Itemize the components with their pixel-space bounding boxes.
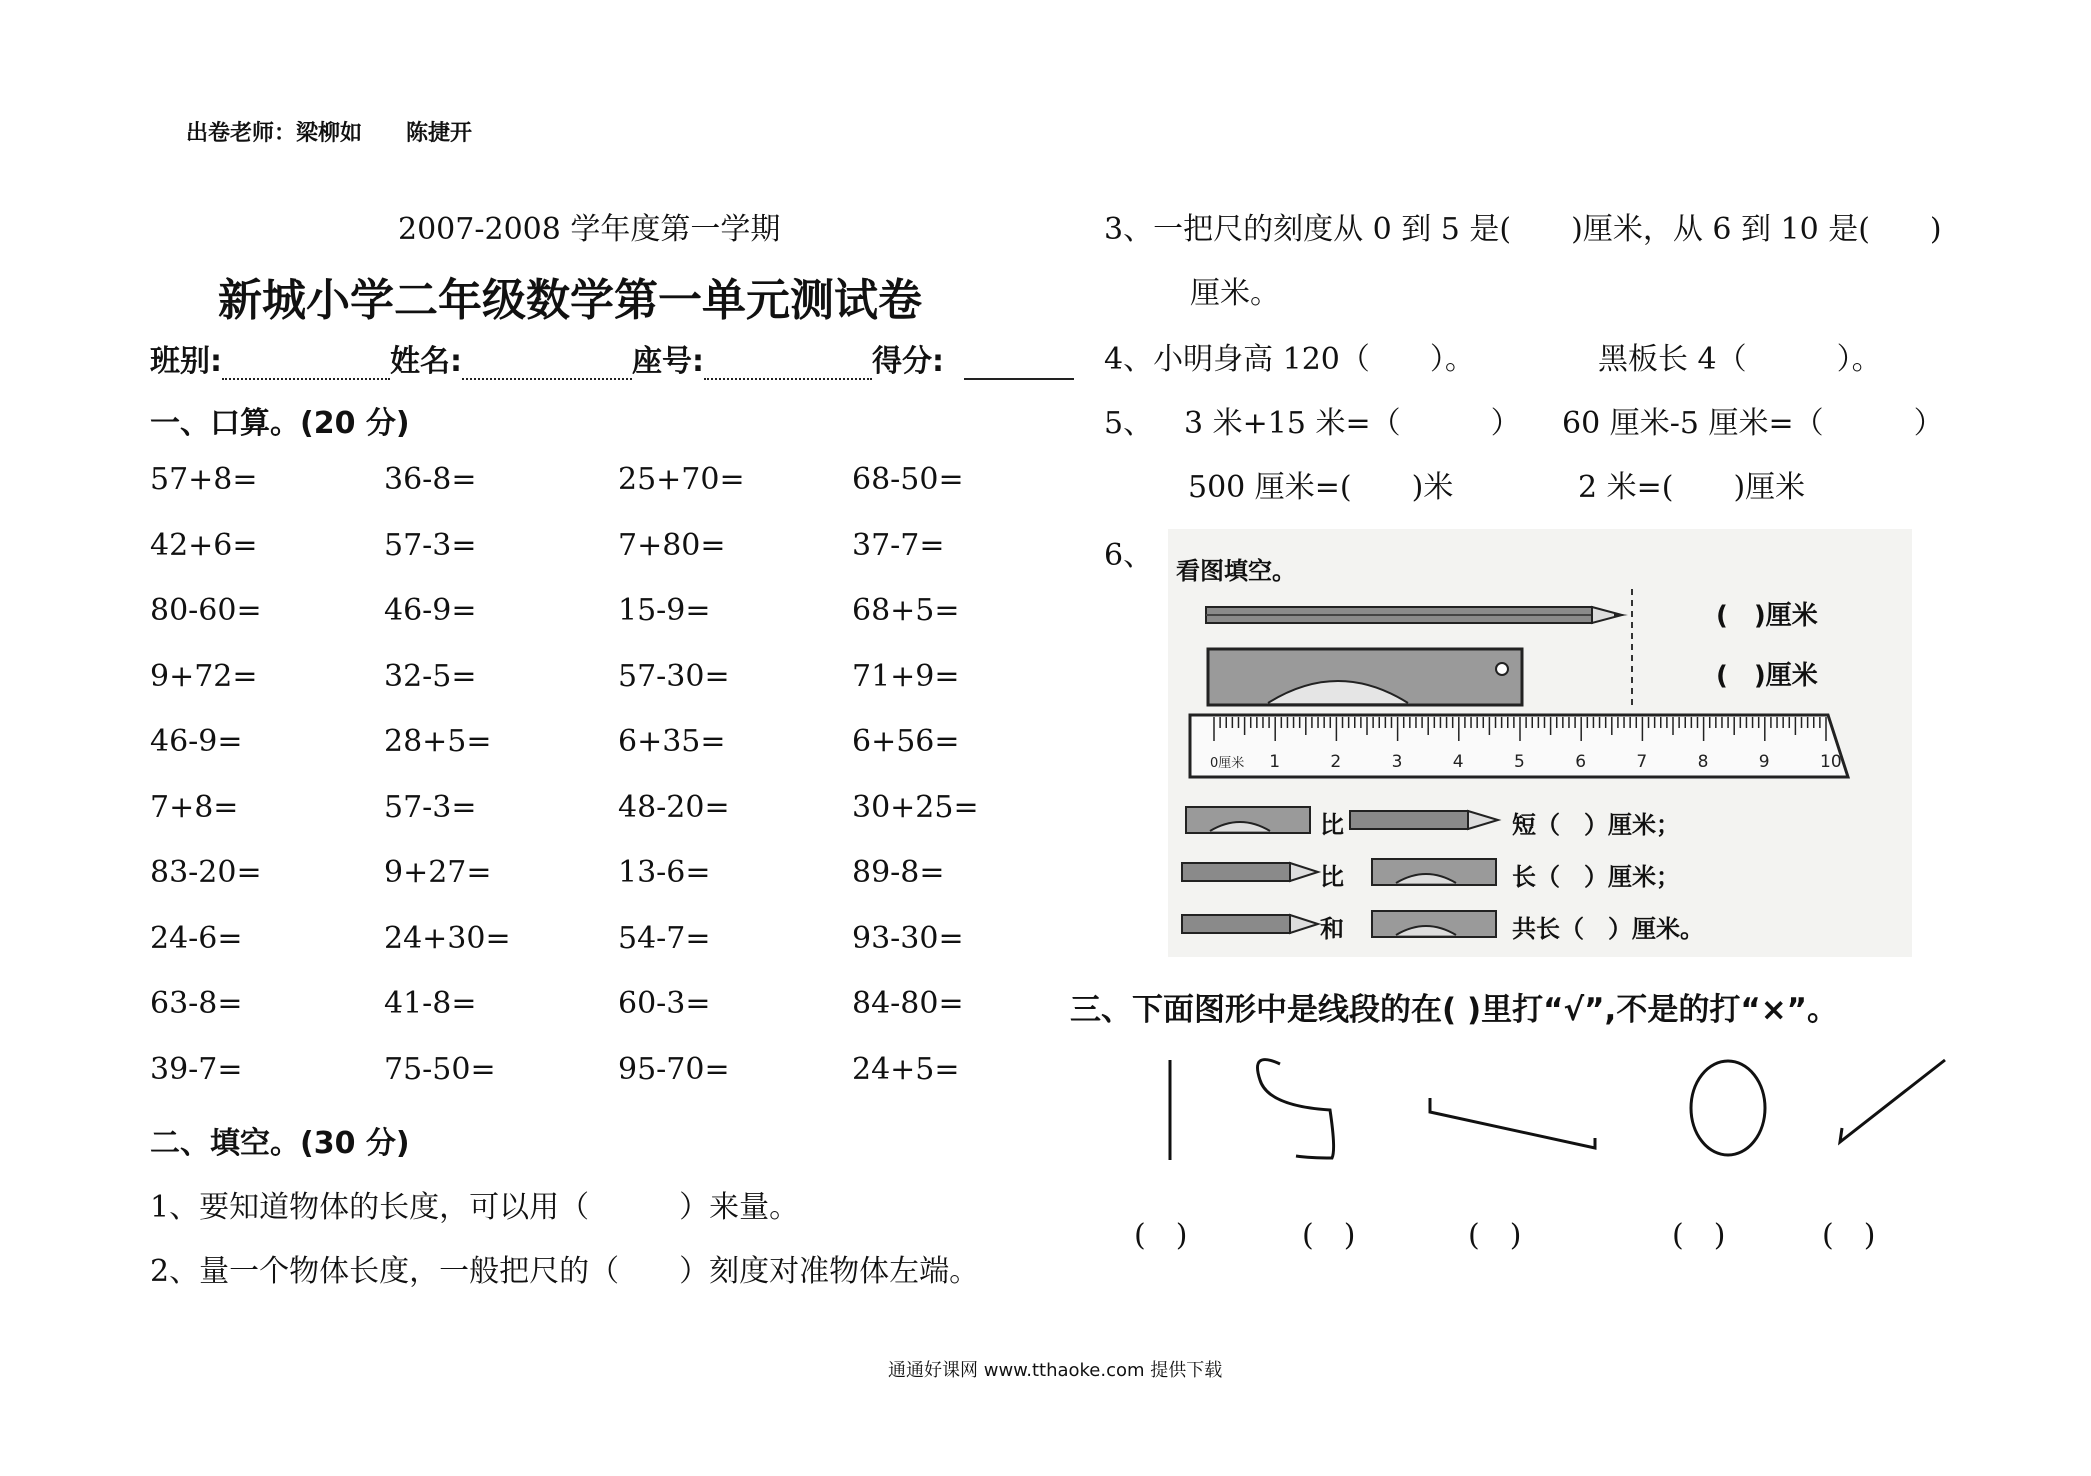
question-4-blackboard: 黑板长 4（ ）。 (1598, 342, 1882, 377)
pencil-length-label: ( )厘米 (1716, 601, 1818, 631)
math-problem: 54-7= (618, 920, 711, 956)
row2-eraser-icon (1372, 859, 1496, 885)
page-title: 新城小学二年级数学第一单元测试卷 (218, 275, 922, 326)
seat-blank[interactable] (704, 348, 872, 380)
answer-blank[interactable]: ( ) (1134, 1218, 1188, 1253)
teachers-line: 出卷老师：梁柳如 陈捷开 (186, 121, 473, 146)
answer-blank[interactable]: ( ) (1302, 1218, 1356, 1253)
math-problem: 7+80= (618, 527, 726, 563)
answer-blank[interactable]: ( ) (1672, 1218, 1726, 1253)
row2-answer-text: 长（ ）厘米； (1512, 863, 1680, 891)
math-problem: 30+25= (852, 789, 979, 825)
math-problem: 36-8= (384, 462, 477, 497)
question-5d: 2 米=( )厘米 (1578, 470, 1806, 505)
eraser-length-label: ( )厘米 (1716, 661, 1818, 691)
section1-heading: 一、口算。(20 分) (150, 406, 410, 441)
math-problem: 60-3= (618, 986, 711, 1021)
math-problem: 68-50= (852, 462, 964, 497)
math-problem: 6+35= (618, 724, 726, 759)
math-problem: 9+27= (384, 855, 492, 890)
question-3-line1: 3、一把尺的刻度从 0 到 5 是( )厘米，从 6 到 10 是( ) (1104, 212, 1942, 247)
ruler-tick-label: 4 (1452, 752, 1464, 772)
ruler-tick-label: 10 (1820, 752, 1842, 772)
math-problem: 25+70= (618, 462, 745, 497)
ruler-tick-label: 2 (1330, 752, 1342, 772)
seat-label: 座号: (632, 344, 704, 379)
math-problem: 84-80= (852, 986, 964, 1021)
question-5a: 3 米+15 米=（ ） (1184, 406, 1521, 441)
math-problem: 48-20= (618, 789, 730, 825)
math-problem: 24+30= (384, 920, 511, 956)
question-3-line2: 厘米。 (1190, 276, 1280, 311)
row1-pencil-icon (1350, 811, 1498, 829)
math-problem: 15-9= (618, 593, 711, 628)
section3-heading: 三、下面图形中是线段的在( )里打“√”,不是的打“×”。 (1070, 992, 1839, 1028)
question-5-number: 5、 (1104, 406, 1154, 441)
question-2: 2、量一个物体长度，一般把尺的（ ）刻度对准物体左端。 (150, 1254, 980, 1289)
ruler-tick-label: 9 (1758, 752, 1770, 772)
question-5b: 60 厘米-5 厘米=（ ） (1562, 406, 1944, 441)
math-problem: 46-9= (384, 593, 477, 628)
term-line: 2007-2008 学年度第一学期 (398, 212, 781, 247)
math-problem: 57-3= (384, 789, 477, 825)
pencil-icon (1206, 607, 1628, 623)
row1-compare-word: 比 (1320, 811, 1344, 839)
row3-answer-text: 共长（ ）厘米。 (1512, 915, 1704, 943)
question-1: 1、要知道物体的长度，可以用（ ）来量。 (150, 1190, 800, 1225)
score-blank[interactable] (964, 348, 1074, 380)
math-problem: 63-8= (150, 986, 243, 1021)
row2-compare-word: 比 (1320, 863, 1344, 891)
ruler-tick-label: 5 (1514, 752, 1525, 772)
score-label: 得分: (872, 344, 944, 379)
row3-pencil-icon (1182, 915, 1318, 933)
row1-answer-text: 短（ ）厘米； (1512, 811, 1680, 839)
math-problem: 6+56= (852, 724, 960, 759)
footer-text: 通通好课网 www.tthaoke.com 提供下载 (888, 1360, 1223, 1381)
math-problem: 24+5= (852, 1051, 960, 1087)
question-5c: 500 厘米=( )米 (1188, 470, 1454, 505)
math-problem: 41-8= (384, 986, 477, 1021)
ruler-tick-label: 6 (1575, 752, 1587, 772)
shape-ray (1840, 1060, 1945, 1142)
math-problem: 37-7= (852, 527, 945, 563)
math-problem: 32-5= (384, 658, 477, 694)
student-info-line (150, 336, 1074, 380)
row3-eraser-icon (1372, 911, 1496, 937)
math-problem: 46-9= (150, 724, 243, 759)
shape-ellipse (1691, 1061, 1765, 1155)
math-problem: 42+6= (150, 527, 258, 563)
ruler-tick-label: 3 (1391, 752, 1403, 772)
shape-curved-line (1258, 1060, 1334, 1158)
question-4-height: 4、小明身高 120（ ）。 (1104, 342, 1475, 377)
ruler-tick-label: 8 (1697, 752, 1709, 772)
math-problem: 93-30= (852, 920, 964, 956)
eraser-icon (1208, 649, 1522, 705)
row1-eraser-icon (1186, 807, 1310, 833)
shapes-row (1100, 1040, 2060, 1180)
section2-heading: 二、填空。(30 分) (150, 1126, 410, 1161)
ruler-figure-drawing (1168, 529, 1912, 957)
row3-compare-word: 和 (1320, 915, 1344, 943)
math-problem: 68+5= (852, 593, 960, 628)
math-problem: 57-30= (618, 658, 730, 694)
math-problem: 83-20= (150, 855, 262, 890)
row2-pencil-icon (1182, 863, 1318, 881)
class-blank[interactable] (222, 348, 390, 380)
math-problem: 39-7= (150, 1051, 243, 1087)
shape-broken-line (1430, 1098, 1595, 1148)
class-label: 班别: (150, 344, 222, 379)
math-problem: 57-3= (384, 527, 477, 563)
ruler-tick-label: 0厘米 (1210, 756, 1245, 771)
math-problem: 71+9= (852, 658, 960, 694)
name-label: 姓名: (390, 344, 462, 379)
math-problem: 89-8= (852, 855, 945, 890)
ruler-tick-label: 7 (1636, 752, 1648, 772)
answer-blank[interactable]: ( ) (1468, 1218, 1522, 1253)
math-problem: 7+8= (150, 789, 239, 825)
name-blank[interactable] (462, 348, 632, 380)
math-problem: 28+5= (384, 724, 492, 759)
math-problem: 57+8= (150, 462, 258, 497)
figure-title: 看图填空。 (1176, 557, 1296, 585)
ruler-tick-label: 1 (1269, 752, 1281, 772)
ruler-figure (1168, 529, 1912, 957)
math-problem: 24-6= (150, 920, 243, 956)
math-problem: 80-60= (150, 593, 262, 628)
math-problem: 13-6= (618, 855, 711, 890)
ruler-icon (1190, 715, 1848, 777)
math-problem: 9+72= (150, 658, 258, 694)
math-problem: 75-50= (384, 1051, 496, 1087)
question-6-number: 6、 (1104, 538, 1154, 573)
answer-blank[interactable]: ( ) (1822, 1218, 1876, 1253)
math-problem: 95-70= (618, 1051, 730, 1087)
